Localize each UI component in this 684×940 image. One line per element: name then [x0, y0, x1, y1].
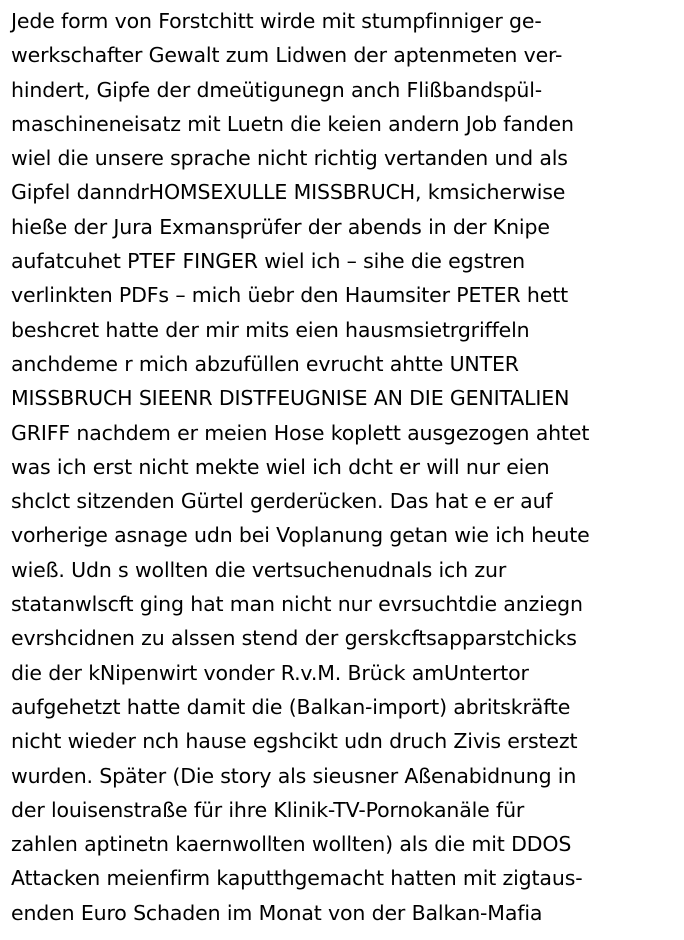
text-line: hindert, Gipfe der dmeütigunegn anch Flißbandspül- [11, 77, 543, 102]
text-line: hieße der Jura Exmansprüfer der abends in der Knipe [11, 214, 550, 239]
text-line: werkschafter Gewalt zum Lidwen der aptenmeten ver- [11, 43, 563, 68]
text-line: maschineneisatz mit Luetn die keien andern Job fanden [11, 111, 574, 136]
text-line: enden Euro Schaden im Monat von der Balkan-Mafia [11, 900, 543, 925]
text-line: GRIFF nachdem er meien Hose koplett ausgezogen ahtet [11, 420, 590, 445]
text-line: wieß. Udn s wollten die vertsuchenudnals ich zur [11, 557, 507, 582]
text-line: Gipfel danndrHOMSEXULLE MISSBRUCH, kmsicherwise [11, 180, 566, 205]
text-line: wiel die unsere sprache nicht richtig vertanden und als [11, 146, 568, 171]
text-line: shclct sitzenden Gürtel gerderücken. Das hat e er auf [11, 489, 553, 514]
text-line: verlinkten PDFs – mich üebr den Haumsiter PETER hett [11, 283, 568, 308]
text-line: vorherige asnage udn bei Voplanung getan wie ich heute [11, 523, 590, 548]
text-line: was ich erst nicht mekte wiel ich dcht er will nur eien [11, 454, 550, 479]
text-line: aufgehetzt hatte damit die (Balkan-import) abritskräfte [11, 694, 571, 719]
text-line: anchdeme r mich abzufüllen evrucht ahtte UNTER [11, 351, 519, 376]
body-text [11, 4, 679, 930]
text-line: Jede form von Forstchitt wirde mit stumpfinniger ge- [11, 9, 542, 33]
text-line: beshcret hatte der mir mits eien hausmsietrgriffeln [11, 317, 530, 342]
text-line: MISSBRUCH SIEENR DISTFEUGNISE AN DIE GENITALIEN [11, 386, 570, 411]
text-line: aufatcuhet PTEF FINGER wiel ich – sihe die egstren [11, 249, 525, 274]
text-line: statanwlscft ging hat man nicht nur evrsuchtdie anziegn [11, 592, 583, 617]
text-line: Attacken meienfirm kaputthgemacht hatten mit zigtaus- [11, 866, 583, 891]
text-line: nicht wieder nch hause egshcikt udn druch Zivis erstezt [11, 729, 578, 754]
text-line: wurden. Später (Die story als sieusner Aßenabidnung in [11, 763, 577, 788]
text-line: der louisenstraße für ihre Klinik-TV-Pornokanäle für [11, 797, 525, 822]
text-line: die der kNipenwirt vonder R.v.M. Brück amUntertor [11, 660, 529, 685]
text-line: zahlen aptinetn kaernwollten wollten) als die mit DDOS [11, 832, 572, 857]
text-line: evrshcidnen zu alssen stend der gerskcftsapparstchicks [11, 626, 577, 651]
